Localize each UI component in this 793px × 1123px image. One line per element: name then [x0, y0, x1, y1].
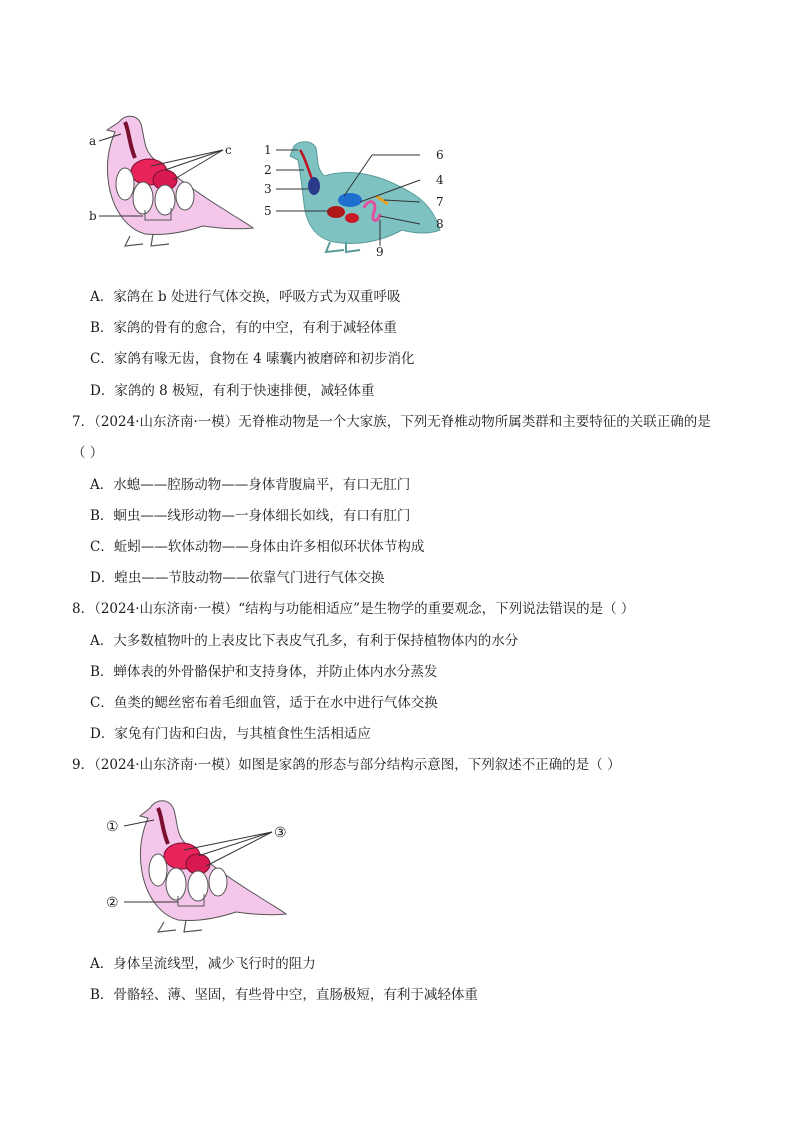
q6-option-c: C．家鸽有喙无齿，食物在 4 嗉囊内被磨碎和初步消化	[90, 351, 415, 367]
label-circle-2: ②	[106, 895, 119, 911]
q9-stem: 9．（2024·山东济南·一模）如图是家鸽的形态与部分结构示意图，下列叙述不正确的是（ ）	[72, 757, 621, 773]
q6-option-a: A．家鸽在 b 处进行气体交换，呼吸方式为双重呼吸	[90, 289, 401, 305]
label-6: 6	[436, 148, 444, 162]
q7-stem-cont: （ ）	[72, 445, 104, 461]
q7-option-c: C．蚯蚓——软体动物——身体由许多相似环状体节构成	[90, 539, 425, 555]
label-c: c	[225, 143, 232, 157]
pigeon-figure-2	[260, 138, 460, 260]
q8-option-c: C．鱼类的鳃丝密布着毛细血管，适于在水中进行气体交换	[90, 695, 438, 711]
label-8: 8	[436, 217, 444, 231]
q7-option-a: A．水螅——腔肠动物——身体背腹扁平，有口无肛门	[90, 477, 411, 493]
q9-option-a: A．身体呈流线型，减少飞行时的阻力	[90, 956, 316, 972]
label-circle-1: ①	[106, 819, 119, 835]
label-1: 1	[264, 143, 272, 157]
pigeon-figure-3	[100, 790, 300, 940]
label-9: 9	[376, 245, 384, 259]
label-circle-3: ③	[274, 825, 287, 841]
q8-option-a: A．大多数植物叶的上表皮比下表皮气孔多，有利于保持植物体内的水分	[90, 633, 519, 649]
q7-stem: 7．（2024·山东济南·一模）无脊椎动物是一个大家族，下列无脊椎动物所属类群和主要特征的关联正确的是	[72, 414, 711, 430]
q8-option-b: B．蝉体表的外骨骼保护和支持身体，并防止体内水分蒸发	[90, 664, 438, 680]
q7-option-b: B．蛔虫——线形动物—一身体细长如线，有口有肛门	[90, 508, 411, 524]
label-2: 2	[264, 163, 272, 177]
pigeon-figure-1	[85, 108, 260, 253]
label-3: 3	[264, 182, 272, 196]
q7-option-d: D．蝗虫——节肢动物——依靠气门进行气体交换	[90, 570, 385, 586]
q6-option-d: D．家鸽的 8 极短，有利于快速排便，减轻体重	[90, 383, 375, 399]
q8-option-d: D．家兔有门齿和臼齿，与其植食性生活相适应	[90, 726, 371, 742]
q6-option-b: B．家鸽的骨有的愈合，有的中空，有利于减轻体重	[90, 320, 397, 336]
label-7: 7	[436, 195, 444, 209]
label-5: 5	[264, 204, 272, 218]
label-a: a	[89, 134, 97, 148]
label-b: b	[89, 209, 97, 223]
q8-stem: 8．（2024·山东济南·一模）“结构与功能相适应”是生物学的重要观念，下列说法错误的是（ ）	[72, 601, 635, 617]
label-4: 4	[436, 173, 444, 187]
q9-option-b: B．骨骼轻、薄、坚固，有些骨中空，直肠极短，有利于减轻体重	[90, 987, 478, 1003]
